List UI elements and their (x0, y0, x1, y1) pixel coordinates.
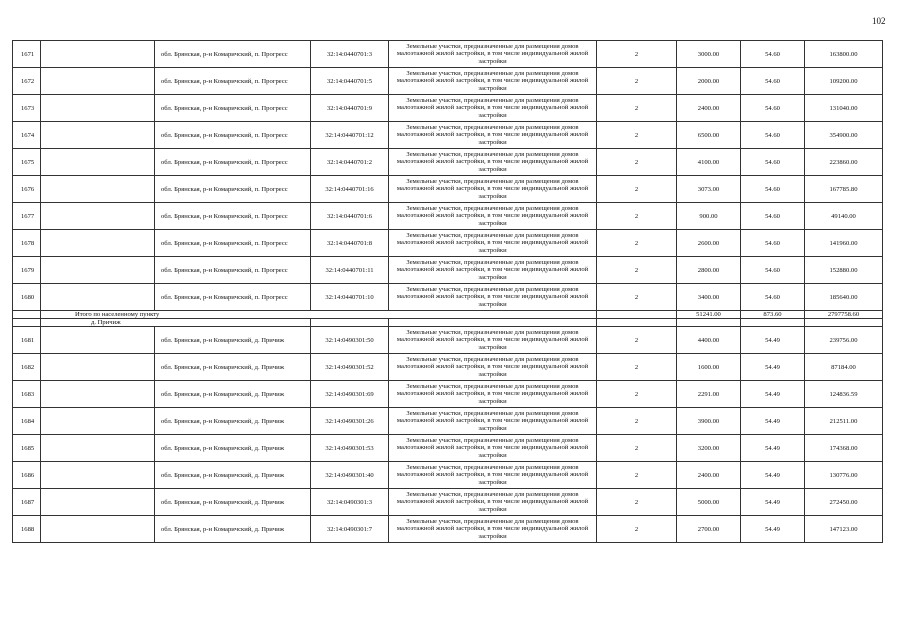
table-row (13, 381, 883, 408)
row-area: 4100.00 (677, 149, 741, 176)
row-value: 354900.00 (805, 122, 883, 149)
row-number: 1680 (13, 284, 41, 311)
row-number: 1671 (13, 41, 41, 68)
row-category: 2 (597, 354, 677, 381)
row-rate: 54.60 (741, 230, 805, 257)
row-rate: 54.49 (741, 516, 805, 543)
row-address: обл. Брянская, р-н Комаричский, п. Прогресс (155, 122, 311, 149)
table-row (13, 489, 883, 516)
row-purpose: Земельные участки, предназначенные для размещения домов малоэтажной жилой застройки, в том числе индивидуальной жилой застройки (389, 68, 597, 95)
row-purpose: Земельные участки, предназначенные для размещения домов малоэтажной жилой застройки, в том числе индивидуальной жилой застройки (389, 257, 597, 284)
row-area: 3900.00 (677, 408, 741, 435)
row-cadastral-number: 32:14:0440701:12 (311, 122, 389, 149)
row-category: 2 (597, 435, 677, 462)
row-rate: 54.60 (741, 284, 805, 311)
row-address: обл. Брянская, р-н Комаричский, д. Причиж (155, 354, 311, 381)
row-category: 2 (597, 327, 677, 354)
row-number: 1675 (13, 149, 41, 176)
row-area: 900.00 (677, 203, 741, 230)
row-area: 4400.00 (677, 327, 741, 354)
total-row (13, 311, 883, 319)
row-number: 1687 (13, 489, 41, 516)
row-purpose: Земельные участки, предназначенные для размещения домов малоэтажной жилой застройки, в том числе индивидуальной жилой застройки (389, 122, 597, 149)
row-cadastral-number: 32:14:0490301:52 (311, 354, 389, 381)
row-category: 2 (597, 95, 677, 122)
row-address: обл. Брянская, р-н Комаричский, п. Прогресс (155, 257, 311, 284)
total-area: 51241.00 (677, 311, 741, 319)
row-purpose: Земельные участки, предназначенные для размещения домов малоэтажной жилой застройки, в том числе индивидуальной жилой застройки (389, 95, 597, 122)
blank-cell (41, 408, 155, 435)
blank-cell (41, 462, 155, 489)
blank-cell (41, 203, 155, 230)
row-number: 1678 (13, 230, 41, 257)
row-area: 5000.00 (677, 489, 741, 516)
locality-label: д. Причиж (41, 319, 311, 327)
row-rate: 54.60 (741, 95, 805, 122)
row-area: 3400.00 (677, 284, 741, 311)
row-cadastral-number: 32:14:0490301:3 (311, 489, 389, 516)
row-value: 141960.00 (805, 230, 883, 257)
blank-cell (41, 149, 155, 176)
row-area: 2800.00 (677, 257, 741, 284)
row-purpose: Земельные участки, предназначенные для размещения домов малоэтажной жилой застройки, в том числе индивидуальной жилой застройки (389, 408, 597, 435)
row-value: 49140.00 (805, 203, 883, 230)
row-address: обл. Брянская, р-н Комаричский, д. Причиж (155, 489, 311, 516)
row-purpose: Земельные участки, предназначенные для размещения домов малоэтажной жилой застройки, в том числе индивидуальной жилой застройки (389, 149, 597, 176)
row-category: 2 (597, 408, 677, 435)
blank-cell (41, 95, 155, 122)
blank-cell (41, 381, 155, 408)
row-value: 147123.00 (805, 516, 883, 543)
blank-cell (41, 354, 155, 381)
row-address: обл. Брянская, р-н Комаричский, д. Причиж (155, 462, 311, 489)
row-cadastral-number: 32:14:0440701:3 (311, 41, 389, 68)
row-category: 2 (597, 149, 677, 176)
blank-cell (41, 257, 155, 284)
row-value: 185640.00 (805, 284, 883, 311)
blank-cell (41, 122, 155, 149)
row-purpose: Земельные участки, предназначенные для размещения домов малоэтажной жилой застройки, в том числе индивидуальной жилой застройки (389, 327, 597, 354)
row-address: обл. Брянская, р-н Комаричский, д. Причиж (155, 327, 311, 354)
row-value: 131040.00 (805, 95, 883, 122)
table-row (13, 516, 883, 543)
row-address: обл. Брянская, р-н Комаричский, п. Прогресс (155, 203, 311, 230)
land-plot-table (12, 40, 883, 543)
row-number: 1686 (13, 462, 41, 489)
row-rate: 54.60 (741, 176, 805, 203)
row-purpose: Земельные участки, предназначенные для размещения домов малоэтажной жилой застройки, в том числе индивидуальной жилой застройки (389, 354, 597, 381)
table-row (13, 95, 883, 122)
row-purpose: Земельные участки, предназначенные для размещения домов малоэтажной жилой застройки, в том числе индивидуальной жилой застройки (389, 462, 597, 489)
row-area: 6500.00 (677, 122, 741, 149)
row-area: 3200.00 (677, 435, 741, 462)
row-number: 1683 (13, 381, 41, 408)
row-category: 2 (597, 41, 677, 68)
row-rate: 54.60 (741, 122, 805, 149)
row-address: обл. Брянская, р-н Комаричский, д. Причиж (155, 516, 311, 543)
row-purpose: Земельные участки, предназначенные для размещения домов малоэтажной жилой застройки, в том числе индивидуальной жилой застройки (389, 489, 597, 516)
locality-num-cell (13, 319, 41, 327)
row-purpose: Земельные участки, предназначенные для размещения домов малоэтажной жилой застройки, в том числе индивидуальной жилой застройки (389, 284, 597, 311)
row-value: 212511.00 (805, 408, 883, 435)
row-cadastral-number: 32:14:0440701:2 (311, 149, 389, 176)
table-row (13, 257, 883, 284)
row-value: 239756.00 (805, 327, 883, 354)
row-number: 1673 (13, 95, 41, 122)
row-category: 2 (597, 176, 677, 203)
row-category: 2 (597, 516, 677, 543)
row-value: 163800.00 (805, 41, 883, 68)
total-label: Итого по населенному пункту (41, 311, 597, 319)
row-address: обл. Брянская, р-н Комаричский, п. Прогресс (155, 230, 311, 257)
row-rate: 54.49 (741, 435, 805, 462)
blank-cell (41, 176, 155, 203)
row-number: 1684 (13, 408, 41, 435)
row-number: 1679 (13, 257, 41, 284)
blank-cell (41, 489, 155, 516)
row-number: 1681 (13, 327, 41, 354)
row-cadastral-number: 32:14:0440701:5 (311, 68, 389, 95)
total-category-cell (597, 311, 677, 319)
blank-cell (41, 41, 155, 68)
row-cadastral-number: 32:14:0490301:40 (311, 462, 389, 489)
row-address: обл. Брянская, р-н Комаричский, п. Прогресс (155, 149, 311, 176)
row-address: обл. Брянская, р-н Комаричский, п. Прогресс (155, 284, 311, 311)
table-row (13, 284, 883, 311)
row-value: 152880.00 (805, 257, 883, 284)
row-rate: 54.60 (741, 257, 805, 284)
row-cadastral-number: 32:14:0440701:11 (311, 257, 389, 284)
row-purpose: Земельные участки, предназначенные для размещения домов малоэтажной жилой застройки, в том числе индивидуальной жилой застройки (389, 176, 597, 203)
row-cadastral-number: 32:14:0490301:7 (311, 516, 389, 543)
row-cadastral-number: 32:14:0440701:8 (311, 230, 389, 257)
row-value: 174368.00 (805, 435, 883, 462)
table-body-progress (13, 41, 883, 311)
row-category: 2 (597, 230, 677, 257)
page-number: 102 (872, 16, 886, 26)
row-number: 1677 (13, 203, 41, 230)
row-address: обл. Брянская, р-н Комаричский, п. Прогресс (155, 95, 311, 122)
row-value: 109200.00 (805, 68, 883, 95)
total-num-cell (13, 311, 41, 319)
table-row (13, 176, 883, 203)
row-area: 2700.00 (677, 516, 741, 543)
row-cadastral-number: 32:14:0440701:16 (311, 176, 389, 203)
row-rate: 54.49 (741, 408, 805, 435)
total-rate: 873.60 (741, 311, 805, 319)
row-number: 1685 (13, 435, 41, 462)
row-value: 87184.00 (805, 354, 883, 381)
row-address: обл. Брянская, р-н Комаричский, д. Причиж (155, 435, 311, 462)
row-rate: 54.49 (741, 462, 805, 489)
row-address: обл. Брянская, р-н Комаричский, д. Причиж (155, 408, 311, 435)
row-category: 2 (597, 381, 677, 408)
row-purpose: Земельные участки, предназначенные для размещения домов малоэтажной жилой застройки, в том числе индивидуальной жилой застройки (389, 435, 597, 462)
row-value: 124836.59 (805, 381, 883, 408)
row-purpose: Земельные участки, предназначенные для размещения домов малоэтажной жилой застройки, в том числе индивидуальной жилой застройки (389, 41, 597, 68)
row-purpose: Земельные участки, предназначенные для размещения домов малоэтажной жилой застройки, в том числе индивидуальной жилой застройки (389, 516, 597, 543)
blank-cell (41, 327, 155, 354)
table-row (13, 435, 883, 462)
blank-cell (41, 516, 155, 543)
row-rate: 54.49 (741, 327, 805, 354)
table-row (13, 327, 883, 354)
row-value: 272450.00 (805, 489, 883, 516)
row-category: 2 (597, 203, 677, 230)
row-cadastral-number: 32:14:0490301:69 (311, 381, 389, 408)
table-row (13, 230, 883, 257)
table-row (13, 462, 883, 489)
row-category: 2 (597, 462, 677, 489)
row-number: 1672 (13, 68, 41, 95)
row-value: 223860.00 (805, 149, 883, 176)
row-address: обл. Брянская, р-н Комаричский, п. Прогресс (155, 176, 311, 203)
row-category: 2 (597, 68, 677, 95)
table-row (13, 122, 883, 149)
table-row (13, 354, 883, 381)
row-rate: 54.60 (741, 68, 805, 95)
row-address: обл. Брянская, р-н Комаричский, п. Прогресс (155, 68, 311, 95)
row-cadastral-number: 32:14:0440701:6 (311, 203, 389, 230)
row-area: 2600.00 (677, 230, 741, 257)
table-body-prichizh (13, 327, 883, 543)
row-cadastral-number: 32:14:0440701:10 (311, 284, 389, 311)
row-number: 1688 (13, 516, 41, 543)
row-cadastral-number: 32:14:0490301:53 (311, 435, 389, 462)
row-cadastral-number: 32:14:0490301:26 (311, 408, 389, 435)
row-address: обл. Брянская, р-н Комаричский, п. Прогресс (155, 41, 311, 68)
row-number: 1676 (13, 176, 41, 203)
row-area: 2000.00 (677, 68, 741, 95)
row-value: 167785.80 (805, 176, 883, 203)
blank-cell (41, 284, 155, 311)
table-row (13, 408, 883, 435)
row-rate: 54.49 (741, 381, 805, 408)
blank-cell (41, 435, 155, 462)
row-cadastral-number: 32:14:0490301:50 (311, 327, 389, 354)
row-number: 1674 (13, 122, 41, 149)
blank-cell (41, 68, 155, 95)
row-category: 2 (597, 257, 677, 284)
row-purpose: Земельные участки, предназначенные для размещения домов малоэтажной жилой застройки, в том числе индивидуальной жилой застройки (389, 381, 597, 408)
row-category: 2 (597, 284, 677, 311)
blank-cell (41, 230, 155, 257)
row-area: 3073.00 (677, 176, 741, 203)
table-row (13, 41, 883, 68)
table-row (13, 149, 883, 176)
row-rate: 54.60 (741, 203, 805, 230)
row-category: 2 (597, 489, 677, 516)
row-address: обл. Брянская, р-н Комаричский, д. Причиж (155, 381, 311, 408)
row-value: 130776.00 (805, 462, 883, 489)
table-row (13, 68, 883, 95)
row-number: 1682 (13, 354, 41, 381)
row-cadastral-number: 32:14:0440701:9 (311, 95, 389, 122)
row-category: 2 (597, 122, 677, 149)
row-rate: 54.49 (741, 354, 805, 381)
locality-row (13, 319, 883, 327)
row-rate: 54.49 (741, 489, 805, 516)
table-row (13, 203, 883, 230)
row-purpose: Земельные участки, предназначенные для размещения домов малоэтажной жилой застройки, в том числе индивидуальной жилой застройки (389, 203, 597, 230)
row-purpose: Земельные участки, предназначенные для размещения домов малоэтажной жилой застройки, в том числе индивидуальной жилой застройки (389, 230, 597, 257)
total-value: 2797758.60 (805, 311, 883, 319)
row-area: 1600.00 (677, 354, 741, 381)
row-area: 2400.00 (677, 462, 741, 489)
row-area: 3000.00 (677, 41, 741, 68)
row-area: 2291.00 (677, 381, 741, 408)
row-rate: 54.60 (741, 149, 805, 176)
row-area: 2400.00 (677, 95, 741, 122)
row-rate: 54.60 (741, 41, 805, 68)
